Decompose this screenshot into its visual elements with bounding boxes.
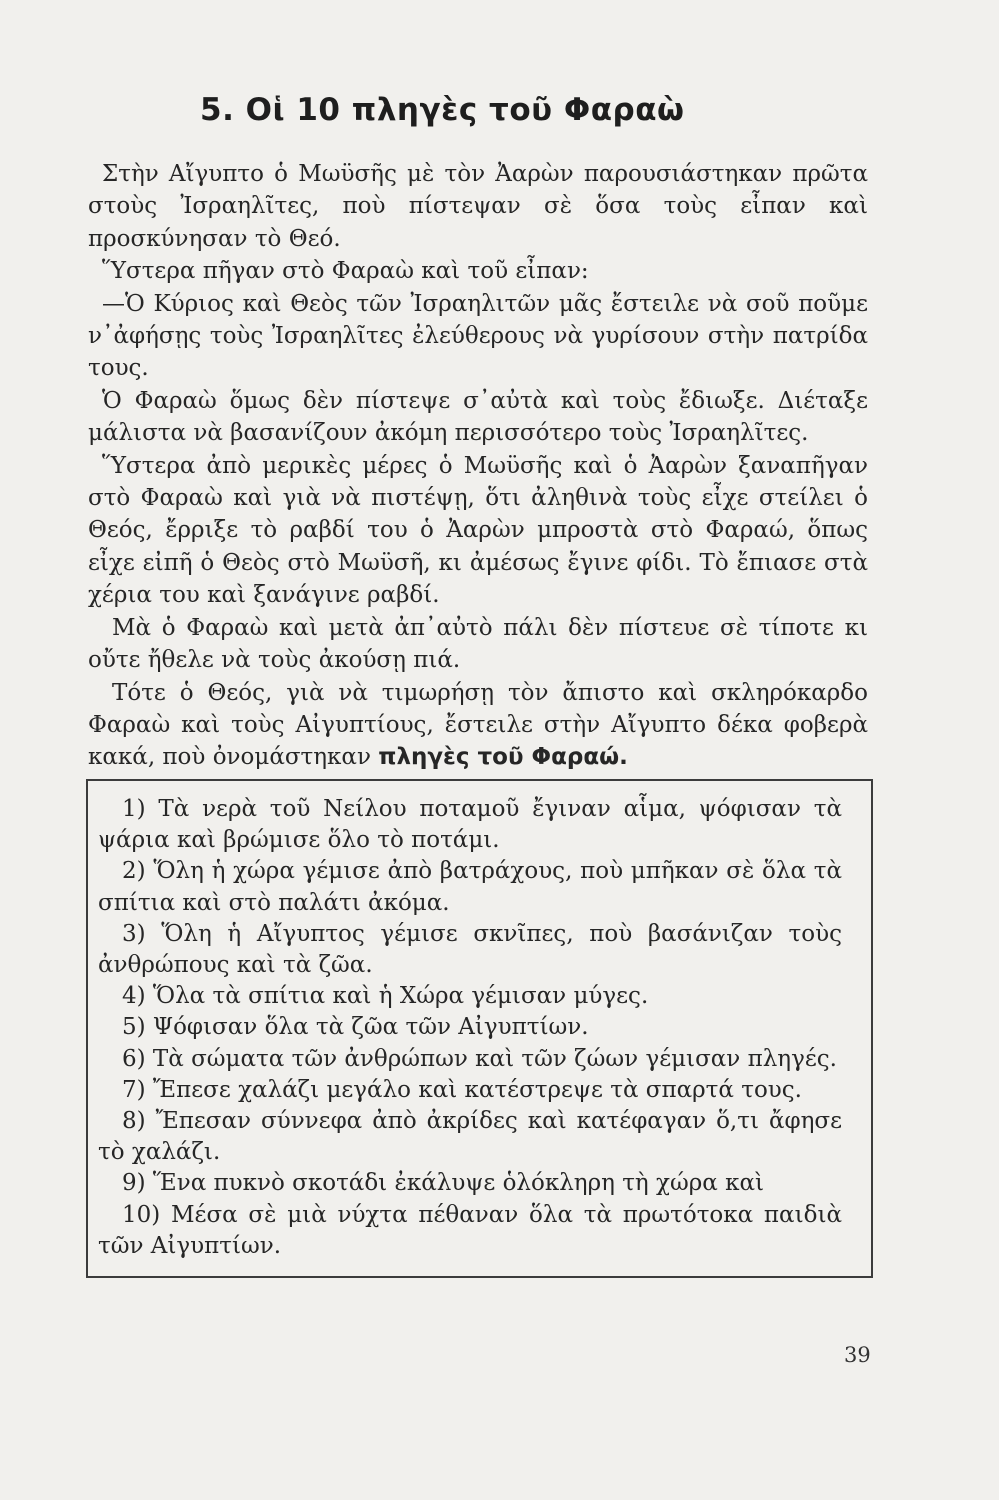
paragraph: Ὕστερα ἀπὸ μερικὲς μέρες ὁ Μωϋσῆς καὶ ὁ Ἀαρὼν ξαναπῆγαν στὸ Φαραὼ καὶ γιὰ νὰ πιστέψῃ, ὅτι ἀληθινὰ τοὺς εἶχε στείλει ὁ Θεός, ἔρριξε τὸ ραβδί του ὁ Ἀαρὼν μπροστὰ στὸ Φαραώ, ὅπως εἶχε εἰπῆ ὁ Θεὸς στὸ Μωϋσῆ, κι ἀμέσως ἔγινε φίδι. Τὸ ἔπιασε στὰ χέρια του καὶ ξανάγινε ραβδί. xyxy=(88,452,868,609)
plague-item: 4) Ὅλα τὰ σπίτια καὶ ἡ Χώρα γέμισαν μύγες. xyxy=(122,983,649,1010)
paragraph-text: Τότε ὁ Θεός, γιὰ νὰ τιμωρήσῃ τὸν ἄπιστο καὶ σκληρόκαρδο Φαραὼ καὶ τοὺς Αἰγυπτίους, ἔστειλε στὴν Αἴγυπτο δέκα φοβερὰ κακά, ποὺ ὀνομάστηκαν xyxy=(88,679,868,771)
plague-item: 8) Ἔπεσαν σύννεφα ἀπὸ ἀκρίδες καὶ κατέφαγαν ὅ,τι ἄφησε τὸ χαλάζι. xyxy=(98,1108,842,1166)
plague-item: 1) Τὰ νερὰ τοῦ Νείλου ποταμοῦ ἔγιναν αἷμα, ψόφισαν τὰ ψάρια καὶ βρώμισε ὅλο τὸ ποτάμι. xyxy=(98,796,842,854)
emphasis-text: πληγὲς τοῦ Φαραώ. xyxy=(378,744,628,771)
plague-item: 2) Ὅλη ἡ χώρα γέμισε ἀπὸ βατράχους, ποὺ μπῆκαν σὲ ὅλα τὰ σπίτια καὶ στὸ παλάτι ἀκόμα. xyxy=(98,858,842,916)
paragraph-speech: —Ὁ Κύριος καὶ Θεὸς τῶν Ἰσραηλιτῶν μᾶς ἔστειλε νὰ σοῦ ποῦμε ν᾽ἀφήσῃς τοὺς Ἰσραηλῖτες ἐλεύθερους νὰ γυρίσουν στὴν πατρίδα τους. xyxy=(88,290,868,382)
paragraph: Ὁ Φαραὼ ὅμως δὲν πίστεψε σ᾽αὐτὰ καὶ τοὺς ἔδιωξε. Διέταξε μάλιστα νὰ βασανίζουν ἀκόμη περισσότερο τοὺς Ἰσραηλῖτες. xyxy=(88,387,868,447)
page-number: 39 xyxy=(844,1343,871,1367)
plague-item: 7) Ἔπεσε χαλάζι μεγάλο καὶ κατέστρεψε τὰ σπαρτά τους. xyxy=(122,1076,802,1103)
plague-list xyxy=(98,794,842,1262)
paragraph: Ὕστερα πῆγαν στὸ Φαραὼ καὶ τοῦ εἶπαν: xyxy=(102,258,589,285)
paragraph: Στὴν Αἴγυπτο ὁ Μωϋσῆς μὲ τὸν Ἀαρὼν παρουσιάστηκαν πρῶτα στοὺς Ἰσραηλῖτες, ποὺ πίστεψαν σὲ ὅσα τοὺς εἶπαν καὶ προσκύνησαν τὸ Θεό. xyxy=(88,161,868,252)
paragraph: Μὰ ὁ Φαραὼ καὶ μετὰ ἀπ᾽αὐτὸ πάλι δὲν πίστευε σὲ τίποτε κι οὔτε ἤθελε νὰ τοὺς ἀκούσῃ πιά. xyxy=(88,614,868,674)
plague-item: 9) Ἕνα πυκνὸ σκοτάδι ἐκάλυψε ὁλόκληρη τὴ χώρα καὶ xyxy=(122,1170,764,1197)
plague-item: 3) Ὅλη ἡ Αἴγυπτος γέμισε σκνῖπες, ποὺ βασάνιζαν τοὺς ἀνθρώπους καὶ τὰ ζῶα. xyxy=(98,920,842,979)
paragraph-last xyxy=(88,677,868,774)
plague-item: 5) Ψόφισαν ὅλα τὰ ζῶα τῶν Αἰγυπτίων. xyxy=(122,1014,589,1041)
chapter-body xyxy=(88,158,868,774)
plague-item: 10) Μέσα σὲ μιὰ νύχτα πέθαναν ὅλα τὰ πρωτότοκα παιδιὰ τῶν Αἰγυπτίων. xyxy=(98,1201,842,1259)
plague-item: 6) Τὰ σώματα τῶν ἀνθρώπων καὶ τῶν ζώων γέμισαν πληγές. xyxy=(122,1045,837,1072)
chapter-title: 5. Οἱ 10 πληγὲς τοῦ Φαραὼ xyxy=(200,92,685,128)
